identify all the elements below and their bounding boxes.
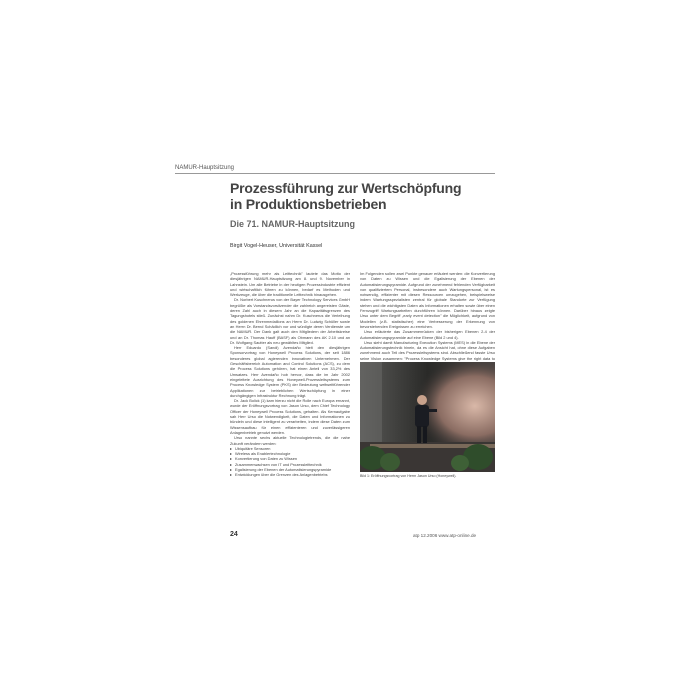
- conference-photo: [360, 362, 495, 472]
- paragraph: „Prozessführung mehr als Leittechnik" lautete das Motto der diesjährigen NAMUR-Hauptsitzung am 8. und 9. November in Lahnstein. Um alle Betriebe in der heutigen Prozessindustrie effizient und wirtschaftlich führen zu können, bedarf es Methoden und Werkzeuge, die über die traditionelle Leittechnik hinausgehen.: [230, 271, 350, 298]
- list-item: ▸ Konvertierung von Daten zu Wissen: [230, 456, 350, 461]
- article-title: [230, 181, 495, 212]
- paragraph: Dr. Jack Bolick (1) kam hierzu nicht die Rolle nach Europa ernannt, wurde der Eröffnungsvortrag von Jason Urso, dem Chief Technology Officer der Honeywell Process Solutions, gehalten. Als Kernaufgabe sah Herr Urso die Notwendigkeit, die Daten und Informationen zu bündeln und diese intelligent zu verarbeiten, indem diese Daten zum Wissensaufbau für einen effizienteren und zuverlässigeren Anlagenbetrieb genutzt werden.: [230, 398, 350, 435]
- paragraph: Herr Eduardo (Sandi) Avendaño hielt den diesjährigen Sponsorvortrag von Honeywell Process Solutions, der seit 1886 besonderes global agierenden innovativen Unternehmen. Der Geschäftsbereich Automation and Control Solutions (ACS), zu dem die Process Solutions gehören, hat einen Anteil von 33,2% des Umsatzes. Herr Avendaño hob hervor, dass die im Jahr 2002 eingeleitete Ausrichtung des Honeywell-Prozessleitsystems zum Process Knowledge System (PKS) der Bedeutung weltweitführender Applikationen zur betrieblichen Wertschöpfung in einer durchgängigen Infrastruktur Rechnung trägt.: [230, 345, 350, 398]
- page-number: 24: [230, 531, 238, 538]
- magazine-page: [175, 140, 525, 550]
- list-item: ▸ Zusammenwachsen von IT und Prozessleittechnik: [230, 462, 350, 467]
- paragraph: Urso erläuterte das Zusammenrücken der bisherigen Ebenen 2-4 der Automatisierungspyramide auf eine Ebene (Bild 2 und 4).: [360, 329, 495, 340]
- paragraph: Im Folgenden sollen zwei Punkte genauer erläutert werden: die Konvertierung von Daten zu Wissen und die Egalisierung der Ebenen der Automatisierungspyramide. Aufgrund der zunehmend fehlenden Verfügbarkeit von qualifiziertem Personal, insbesondere auch Wartungspersonal, ist es notwendig, effizienter mit diesen Ressourcen umzugehen, beispielsweise indem Wartungsspezialisten zentral für globale Standorte zur Verfügung stehen und die wichtigsten Daten als Informationen erhalten sowie über einen Fernzugriff Wartungsarbeiten durchführen können. Darüber hinaus zeigte Urso unter dem Begriff „early event detection" die Möglichkeit, aufgrund von Modellen (z.B. statistischer) eine Verbesserung der Erkennung von bevorstehenden Ereignissen zu erreichen.: [360, 271, 495, 329]
- section-label: NAMUR-Hauptsitzung: [175, 165, 235, 171]
- paragraph: Dr. Norbert Kuschnerus von der Bayer Technology Services GmbH begrüßte als Vorstandsvorsitzender die zahlreich angereisten Gäste, deren Zahl auch in diesem Jahr an die Kapazitätsgrenzen des Tagungshotels stieß. Zunächst nahm Dr. Kuschnerus die Verleihung des goldenen Ehrenmedaillons an Herrn Dr. Ludwig Schüller sowie an Herrn Dr. Bernd Schädlich vor und würdigte deren Verdienste um die NAMUR. Der Dank galt auch den Mitgliedern der Arbeitskreise und an Dr. Thomas Hauff (BASF) als Obmann des AK 2.10 und an Dr. Wolfgang Sautter als neu gewähltes Mitglied.: [230, 297, 350, 345]
- list-item: ▸ Egalisierung der Ebenen der Automatisierungspyramide: [230, 467, 350, 472]
- paragraph: Urso sieht damit Manufacturing Execution Systems (MES) in die Ebene der Automatisierungstechnik hinein, da es die Ansicht hat, ohne diese Aufgaben zunehmend auch Teil des Prozessleitsystems sind. Abschließend fasste Urso seine Vision zusammen: "Process Knowledge Systems give the right data to: [360, 339, 495, 361]
- article-subtitle: Die 71. NAMUR-Hauptsitzung: [230, 219, 356, 229]
- photo-caption: Bild 1: Eröffnungsvortrag von Herrn Jason Urso (Honeywell).: [360, 474, 457, 478]
- trend-list: [230, 446, 350, 478]
- issue-info: atp 12.2006 www.atp-online.de: [413, 533, 477, 538]
- header-rule: [175, 173, 495, 174]
- list-item: ▸ Wireless als Enablertechnologie: [230, 451, 350, 456]
- title-line-2: in Produktionsbetrieben: [230, 195, 387, 212]
- title-line-1: Prozessführung zur Wertschöpfung: [230, 180, 462, 196]
- text-column-left: [230, 271, 350, 478]
- article-author: Birgit Vogel-Heuser, Universität Kassel: [230, 243, 323, 249]
- list-item: ▸ Ubiquitäre Sensoren: [230, 446, 350, 451]
- list-item: ▸ Entwicklungen über die Grenzen des Anlagenbetriebs: [230, 472, 350, 477]
- speaker-photo-illustration: [360, 362, 495, 472]
- paragraph: Urso nannte sechs aktuelle Technologietrends, die die nahe Zukunft verändern werden:: [230, 435, 350, 446]
